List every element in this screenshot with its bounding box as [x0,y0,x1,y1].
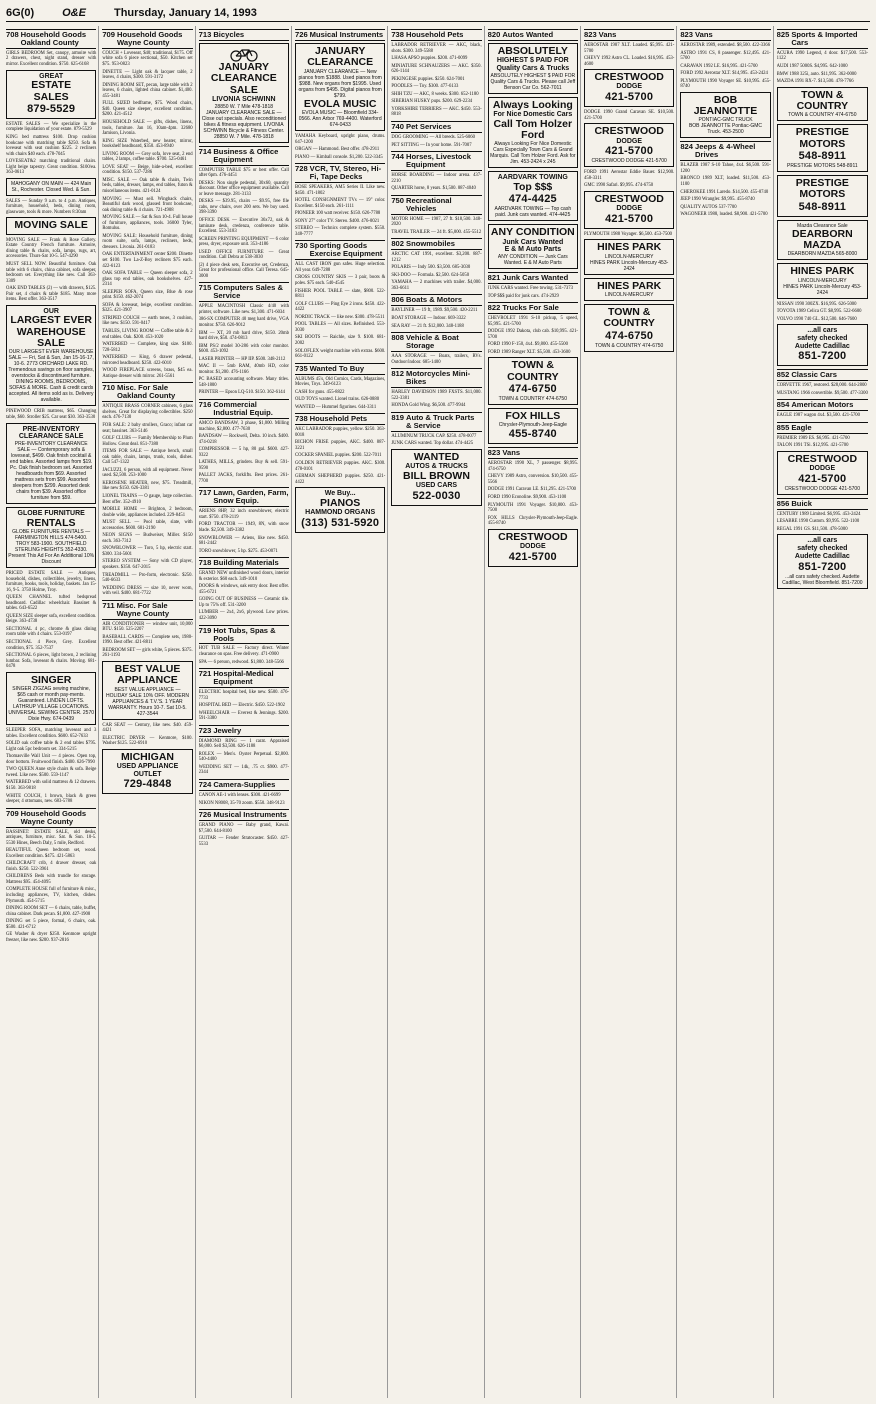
classified-ad: ALUMINUM TRUCK CAP. $250. 478-0077 [391,433,477,439]
classified-ad: FORD TRACTOR — 1949, 8N, with snow blade. $2,500. 349-3382 [198,522,289,533]
classified-ad: Thomasville Wall Unit — 4 pieces. Open top, door bottom. Fruitwood finish. $400. 626-7990 [6,754,97,765]
classified-ad: GIRLS BEDROOM Set, canopy, armoire with 2 drawers, chest, night stand, dresser with mirror. Excellent condition. $750. 625-6168 [6,50,97,68]
classified-ad: TWO QUEEN Anne style chairs & sofa. Beige tweed. Like new. $500. 559-1147 [6,767,97,778]
issue-date: Thursday, January 14, 1993 [113,6,257,19]
classified-ad: KING SIZE Waterbed, new heater, mirror, bookshelf headboard, $350. 453-8940 [102,138,193,150]
classified-ad: FORD 1991 Aerostar Eddie Bauer. $12,900. 458-3311 [584,170,675,181]
classified-ad: AAA STORAGE — Boats, trailers, RVs. Outdoor/indoor. 685-1400 [391,354,482,365]
classified-ad: MOBILE HOME — Brighton, 2 bedroom, double wide, appliances included. 229-8451 [102,507,193,518]
classified-ad: BAYLINER — 19 ft, 1989. $9,500. 420-2211 [391,308,478,314]
classified-ad: ELECTRIC DRYER — Kenmore, $100. Washer $125. 522-6910 [102,735,193,747]
classified-ad: HARLEY DAVIDSON 1989 FXSTS. $11,000. 522-3381 [391,390,482,401]
classified-ad: MOVING SALE — Sat & Sun 10-4. Full house of furniture, appliances, tools. 36000 Tyler, Romulus. [102,215,193,232]
classified-ad: AEROSTAR 1989, extended. $8,500. 422-3366 [680,42,771,48]
classified-ad: SNOWBLOWER — Toro, 5 hp, electric start. $300. 334-5601 [102,546,193,557]
classified-ad: CHEVY 1989 Astro, conversion. $10,500. 455-5566 [487,474,578,485]
classified-ad: STEREO — Technics complete system. $550. 348-7777 [295,226,386,237]
classified-ad: WHITE COUCH, 1 brown, black & green sleeper, 4 ottomans, new. 683-5788 [6,793,97,805]
classified-ad: SPA — 6 person, redwood. $1,800. 348-5566 [198,659,284,665]
classified-ad: BOAT STORAGE — Indoor. 669-3322 [391,315,466,321]
best-value-display-ad: BEST VALUE APPLIANCE BEST VALUE APPLIANCE — HOLIDAY SALE 10% OFF. MODERN APPLIANCES & T.V.'S. 1 YEAR WARRANTY. Hours 10-7. Sat 10-5. 427-3544 [102,661,192,720]
classified-ad: OAK SOFA TABLE — Queen sleeper sofa, 2 glass top end tables, oak bookshelves. 427-2314 [102,271,193,288]
section-header: 806 Boats & Motors [391,294,481,306]
classified-ad: WANTED — Hummel figurines. 644-3311 [295,404,377,410]
section-header: 709 Household Goods Wayne County [102,29,192,49]
classified-ad: ELECTRIC hospital bed, like new. $500. 476-7733 [198,690,289,701]
section-header: 854 American Motors [777,399,868,411]
classified-ad: CORVETTE 1967, restored. $28,000. 644-2800 [776,383,867,389]
classified-ad: AKC LABRADOR puppies, yellow. $250. 363-0018 [295,427,386,438]
classified-ad: COMPUTER TABLE $75 or best offer. Call after 6pm. 476-4451 [198,167,289,179]
classified-ad: PINEWOOD CRIB mattress, $65. Changing table, $60. Stroller $25. Car seat $30. 363-3530 [6,409,97,421]
classified-ad: HOUSEHOLD SALE — gifts, dishes, linens, tools, furniture. Jan 16, 10am-4pm. 32680 Jamison, Livonia. [102,119,193,137]
page-number: 6G(0) [6,6,35,19]
classified-ad: GUITAR — Fender Stratocaster. $450. 427-5533 [198,836,289,847]
crestwood-dodge-display-ad: CRESTWOOD DODGE 421-5700 CRESTWOOD DODGE 421-5700 [584,123,674,167]
section-header: 735 Wanted To Buy [295,363,385,375]
classified-ad: MISC. SALE — Oak table & chairs, Twin beds, tables, dresser, lamps, end tables, futon & miscellaneous items. 421-0124 [102,177,193,194]
crestwood-dodge-display-ad: CRESTWOOD DODGE 421-5700 CRESTWOOD DODGE 421-5700 [777,451,868,495]
section-header: 821 Junk Cars Wanted [488,272,578,284]
dearborn-mazda-display-ad: Mazda Clearance Sale DEARBORN MAZDA DEARBORN MAZDA 565-8000 [777,220,868,261]
classified-ad: PRINTER — Epson LQ-510. $150. 362-6144 [198,390,285,396]
classified-ad: ALBUMS 45's, Old Comics, Cards, Magazines, Movies, Toys. 349-6123 [295,376,386,388]
classified-ad: SIBERIAN HUSKY pups. $200. 629-2234 [391,99,473,105]
classified-ad: LIVING ROOM — Grey sofa, love seat, 2 end tables, 2 lamps, coffee table. $700. 525-0461 [102,151,193,163]
classified-ad: IBM — XT, 20 mb hard drive, $150. 20mb hard drive, $50. 474-0813 [198,330,289,342]
classified-ad: REGAL 1991 GS. $11,500. 478-5000 [776,526,848,532]
classified-ad: BANDSAW — Rockwell, Delta. 10 inch. $400. 474-0218 [198,434,289,445]
classified-ad: MUSTANG 1966 convertible. $9,500. 477-3300 [776,390,868,396]
classified-ad: HOSPITAL BED — Electric. $450. 522-1902 [198,703,285,709]
classified-ad: SONY 27" color TV. Stereo. $400. 476-0021 [295,218,380,224]
classified-ad: SLEEPER SOFA, Queen size, Blue & rose print. $150. 462-2074 [102,289,193,301]
classified-ad: PEKINGESE puppies. $250. 624-7001 [391,76,465,82]
classified-ad: GERMAN SHEPHERD puppies. $250. 421-4422 [295,474,386,485]
classified-ad: HOT TUB SALE — Factory direct. Winter clearance on spas. Free delivery. 471-0900 [198,646,289,658]
classified-ad: AEROSTAR 1987 XLT. Loaded. $5,995. 421-5700 [584,42,675,54]
classified-ad: QUALITY AUTOS 537-7700 [680,204,737,210]
classified-ad: OLD TOYS wanted. Lionel trains. 626-0880 [295,397,380,403]
classified-ad: FOR SALE: 2 baby strollers, Graco; infant car seat; bassinet. 363-5146 [102,422,193,434]
hines-park-display-ad: HINES PARK LINCOLN-MERCURY HINES PARK Lincoln-Mercury 453-2424 [584,239,674,274]
classified-ad: KEROSENE HEATER, new, $75. Treadmill, like new $150. 626-3381 [102,480,193,492]
classified-ad: BEAUTIFUL Queen bedroom set, wood. Excellent condition. $475. 421-5863 [6,848,97,859]
classified-ad: ARIENS 8HP, 32 inch snowblower, electric start. $750. 478-2119 [198,509,289,520]
classified-ad: WHEELCHAIR — Everest & Jennings. $200. 591-3380 [198,710,289,722]
bicycle-clearance-display-ad: JANUARY CLEARANCE SALE LIVONIA SCHWINN 28850 W. 7 Mile 478-1818 JANUARY CLEARANCE SALE — Close out specials. Also reconditioned bikes & fitness equipment. LIVONIA SCHWINN Bicycle & Fitness Center. 28850 W. 7 Mile. 478-1818 [199,43,289,143]
classified-ad: GRAND PIANO — Baby grand, Kawai. $7,500. 644-8100 [198,823,289,834]
prestige-motors-display-ad: PRESTIGE MOTORS 548-8911 PRESTIGE MOTORS 548-8911 [777,124,868,172]
classified-ad: OAK ENTERTAINMENT center $200. Dinette set $100. Two La-Z-Boy recliners $75 each. 422-6123 [102,252,193,269]
section-header: 728 VCR, TV, Stereo, Hi-Fi, Tape Decks [295,163,385,183]
classified-ad: AIR CONDITIONER — window unit, 10,000 BTU. $150. 525-2207 [102,621,193,633]
section-header: 750 Recreational Vehicles [391,195,481,215]
classified-ad: SKI BOOTS — Raichle, size 9. $100. 681-2002 [295,335,386,346]
classified-ad: CHEVROLET 1991 S-10 pickup, 5 speed, $5,995. 421-5700 [487,316,578,327]
classified-ad: CENTURY 1989 Limited. $6,995. 453-2424 [776,511,861,517]
classified-ad: DINING ROOM SET, pecan, large table with 2 leaves, 6 chairs, lighted china cabinet. $1,400. 455-3481 [102,82,193,99]
section-header: 825 Sports & Imported Cars [777,29,868,49]
classified-ad: GOLF CLUBS — Family Membership to Plum Hollow. Great deal. 851-7380 [102,436,193,447]
classified-ad: JUNK CARS wanted. Top dollar. 474-4425 [391,441,474,447]
classified-ad: IBM PS/2 model 30-286 with color monitor. $600. 453-1092 [198,343,289,355]
classified-ad: QUEEN CHANNEL tufted bedspread headboard. Cadillac wheelchair. Bassinet & tables. 643-6522 [6,595,97,612]
section-header: 823 Vans [680,29,770,41]
classified-ad: YAMAHA Keyboard, upright piano, drums. 647-1200 [295,133,386,145]
classified-ad: DODGE 1991 Caravan LE. $11,295. 421-5700 [487,487,577,493]
classified-ad: (2) 4 piece desk sets, Executive set, Credenza, Great for professional office. Call Teresa. 645-3000 [198,262,289,279]
section-header: 823 Vans [488,447,578,459]
classified-ad: CHILDCRAFT crib, 4 drawer dresser, oak finish. $250. 522-3961 [6,861,97,872]
classified-ad: LOVE SEAT — Beige, hide-a-bed, excellent condition. $150. 537-7286 [102,164,193,176]
classified-ad: MOVING SALE — Frank & Rose Gallery. Estate Country French furniture. Armoire, dining table & chairs, sofa, lamps, rugs, art, accessories. Thurs-Sat 10-5. 547-4290 [6,237,97,260]
audette-cadillac-display-ad: ...all cars safety checked Audette Cadillac 851-7200 [777,324,868,366]
classified-ad: WEDDING DRESS — size 10, never worn, with veil. $400. 681-7722 [102,585,193,597]
classified-ad: OAK END TABLES (2) — with drawers, $125. Pair set, 4 chairs & table $185. Many more items. Best offer. 363-3517 [6,286,97,303]
classified-ad: GRAND NEW unfinished wood doors, interior & exterior. $60 each. 349-1010 [198,571,289,582]
section-header: 711 Misc. For Sale Wayne County [102,600,192,620]
classified-ad: TALON 1991 TSi. $12,995. 421-5700 [776,443,849,449]
classified-ad: GMC 1990 Safari. $9,995. 474-6750 [584,183,654,189]
classified-ad: SECTIONAL 4 pc, chrome & glass dining room table with 4 chairs. 553-0197 [6,626,97,638]
classified-ad: QUEEN SIZE sleeper sofa, excellent condition. Beige. 363-4738 [6,613,97,625]
classified-ad: WATERBED — Complete, king size. $100. 728-5812 [102,342,193,353]
classified-ad: MAZDA 1991 RX-7. $13,500. 478-7766 [776,79,854,85]
classified-ad: POOL TABLES — All sizes. Refinished. 553-3030 [295,322,386,333]
classified-ad: PET SITTING — In your home. 591-7007 [391,142,472,148]
classified-ad: WATERBED — King, 6 drawer pedestal, mirrored headboard. $250. 422-6010 [102,355,193,366]
classified-ad: WATERBED with solid mattress & 12 drawers. $150. 363-9818 [6,780,97,791]
classified-ad: GE Washer & dryer $250. Kenmore upright freezer, like new. $200. 937-2816 [6,932,97,943]
classified-ad: FOX HILLS Chrysler-Plymouth-Jeep-Eagle. 455-8740 [487,515,578,527]
classified-ad: LIONEL TRAINS — O gauge, large collection. Best offer. 352-4910 [102,493,193,505]
section-header: 717 Lawn, Garden, Farm, Snow Equip. [198,488,289,506]
classified-ad: BOSE SPEAKERS, AM5 Series II. Like new. $450. 471-1802 [295,185,386,196]
classified-ad: PIONEER 100 watt receiver. $150. 626-7788 [295,211,381,217]
classified-ad: QUARTER horse, 8 years. $1,500. 887-4040 [391,186,476,192]
section-header: 730 Sporting Goods Exercise Equipment [295,240,385,260]
classified-ad: WOOD FIREPLACE screens, brass, $45 ea. Antique dresser with mirror. 261-5561 [102,368,193,379]
classified-ad: POLARIS — Indy 500. $3,500. 685-3030 [391,265,471,271]
page-masthead [6,4,870,22]
classified-ad: NEON SIGNS — Budweiser, Miller. $150 each. 363-7312 [102,533,193,544]
classified-ad: TORO snowblower, 5 hp. $275. 453-0071 [198,548,278,554]
classified-ad: ROLEX — Men's. Oyster Perpetual. $2,800. 540-4400 [198,751,289,763]
classified-ad: FORD 1990 Econoline. $9,900. 453-1100 [487,494,567,500]
crestwood-dodge-display-ad: CRESTWOOD DODGE 421-5700 [584,69,674,107]
classified-ad: AMCO BANDSAW, 3 phase, $1,000. Milling machine, $2,800. 477-7630 [198,420,289,432]
classified-ad: DESKS — $39.95, chairs — $9.95, free file cabs, new chairs, over 200 sets. We buy used. 398-3390 [198,199,289,216]
section-header: 709 Household Goods Wayne County [6,808,96,828]
classified-ad: BRONCO 1989 XLT, loaded. $11,500. 453-1100 [680,176,771,188]
classified-ad: MINIATURE SCHNAUZERS — AKC. $350. 626-1144 [391,63,482,75]
classified-ad: DOORS & windows, oak entry door. Best offer. 455-6721 [198,584,289,595]
section-header: 802 Snowmobiles [391,238,481,250]
column-4 [295,26,388,1398]
classified-ad: DODGE 1992 Dakota, club cab. $10,995. 421-5700 [487,329,578,340]
classified-ad: SCREEN PRINTING EQUIPMENT — 6 color press, dryer, exposure unit. 353-4186 [198,236,289,248]
section-header: 719 Hot Tubs, Spas & Pools [199,625,289,645]
classified-ad: FISHER POOL TABLE — slate, $800. 522-8811 [295,288,386,300]
classified-ad: BLAZER 1987 S-10 Tahoe, 4x4. $6,500. 591-1200 [680,163,771,174]
town-country-display-ad: TOWN & COUNTRY 474-6750 TOWN & COUNTRY 474-6750 [584,304,674,352]
classified-ad: SNOWBLOWER — Ariens, like new. $450. 681-2442 [198,535,289,547]
classified-ad: TRAVEL TRAILER — 24 ft. $5,000. 455-5512 [391,229,482,235]
classified-ad: PALLET JACKS, forklifts. Best prices. 261-7700 [198,473,289,484]
classified-ad: SECTIONAL 6 pieces, light brown, 2 reclining lumbar. Sofa, loveseat & chairs. Moving. 681-0478 [6,653,97,670]
bicycle-icon [229,46,259,62]
classified-ad: CHILDRENS Beds with trundle for storage. Mattress $95. 454-4095 [6,874,97,885]
classified-ad: ORGAN — Hammond. Best offer. 478-2911 [295,147,380,153]
classified-ad: YAMAHA — 2 machines with trailer. $4,000. 363-6611 [391,280,482,291]
classified-ad: SALES — Sunday 9 a.m. to 4 p.m. Antiques, furniture, household, beds, dining room, glassware, tools & more. Numbers 8:30am [6,198,97,215]
classified-ad: LOVESEAT&2 matching traditional chairs. Light beige tapestry. Great condition. $100/ea. 363-0613 [6,159,97,176]
absolutely-display-ad: ABSOLUTELY HIGHEST $ PAID FOR Quality Cars & Trucks ABSOLUTELY HIGHEST $ PAID FOR Quality Cars & Trucks. Please call Jeff Benson Car Co. 562-7011 [488,43,578,94]
section-header: 726 Musical Instruments [295,29,385,41]
section-header: 824 Jeeps & 4-Wheel Drives [680,141,770,161]
section-header: 819 Auto & Truck Parts & Service [391,412,481,432]
section-header: 708 Household Goods Oakland County [6,29,96,49]
michigan-appliance-display-ad: MICHIGAN USED APPLIANCE OUTLET 729-4848 [102,749,192,795]
section-header: 726 Musical Instruments [199,809,289,821]
classified-ad: PREMIER 1989 ES. $6,995. 421-5700 [776,435,850,441]
classified-ad: ASTRO 1991 CS, 8 passenger. $12,495. 421-5700 [680,50,771,62]
classified-ad: DINETTE — Light oak & lacquer table, 2 leaves, 4 chairs, $300. 591-3172 [102,69,193,81]
any-condition-display-ad: ANY CONDITION Junk Cars Wanted E & M Auto Parts ANY CONDITION — Junk Cars Wanted. E & M Auto Parts [488,224,578,269]
classified-ad: LESABRE 1990 Custom. $9,995. 522-1100 [776,519,860,525]
classified-ad: JUNK CARS wanted. Free towing. 531-7373 [487,286,573,291]
classified-ad: NORDIC TRACK — like new. $300. 478-5511 [295,314,385,320]
classified-ad: COMPLETE HOUSE full of furniture & misc., including appliances, TV, kitchen, dishes. Plymouth. 454-5715 [6,887,97,904]
estate-sales-display-ad: GREAT ESTATE SALES 879-5529 [6,70,96,119]
globe-furniture-display-ad: GLOBE FURNITURE RENTALS GLOBE FURNITURE RENTALS — FARMINGTON HILLS 474-5400. TROY 583-1900. SOUTHFIELD STERLING HEIGHTS 352-4330. Present This Ad For An Additional 10% Discount [6,507,96,568]
classified-ad: MOVING — Must sell. Wingback chairs, Beautiful dark wood, glassed front bookcase, oak dining table & 4 chairs. 721-4908 [102,196,193,213]
classified-ad: STEREO SYSTEM — Sony with CD player, speakers. $350. 647-2015 [102,559,193,570]
classified-ad: LHASA APSO puppies. $200. 471-0099 [391,56,468,62]
classified-ad: AEROSTAR 1990 XL, 7 passenger. $8,995. 474-6750 [487,461,578,472]
classified-ad: DIAMOND RING — 1 carat. Appraised $6,000. Sell $3,500. 626-1188 [198,738,289,750]
aardvark-display-ad: AARDVARK TOWING Top $$$ 474-4425 AARDVARK TOWING — Top cash paid. Junk cars wanted. 474-4425 [488,171,578,221]
moving-sale-display-ad: MOVING SALE [6,217,96,234]
classified-ad: DINING set 5 piece, formal, 6 chairs, oak. $500. 421-6712 [6,919,97,930]
classified-ad: ALL CAST IRON gun safes. Huge selection. All year. 649-7288 [295,262,386,273]
classified-ad: SOLID oak coffee table & 2 end tables $795. Light oak 5pc bedroom set. 334-5215 [6,741,97,752]
classified-ad: CAR SEAT — Century, like new. $40. 459-4421 [102,722,193,734]
classified-ad: GOLF CLUBS — Ping Eye 2 irons. $450. 422-4422 [295,301,386,313]
classified-ad: GOLDEN RETRIEVER puppies. AKC. $300. 478-0101 [295,461,386,472]
classified-ad: MOVING SALE: Household furniture, dining room suite, sofa, lamps, recliners, beds, dressers. Livonia. 261-0183 [102,233,193,250]
classified-ad: FULL SIZED bedframe, $75. Wood chairs, $40. Queen size sleeper, excellent condition. $200. 421-4512 [102,101,193,118]
section-header: 724 Camera-Supplies [199,779,289,791]
section-header: 715 Computers Sales & Service [199,282,289,302]
classified-ad: STRIPED COUCH — earth tones, 3 cushion, like new. $150. 591-0417 [102,315,193,327]
classified-ad: TREADMILL — Pro-form, electronic. $250. 540-6633 [102,572,193,584]
prestige-motors-display-ad: PRESTIGE MOTORS 548-8911 [777,175,868,217]
classified-ad: TOYOTA 1989 Celica GT. $8,995. 522-6600 [776,309,862,315]
classified-ad: BASSINET: ESTATE SALE, old desks, antiques, furniture, misc. Sat. & Sun. 10-5. 5530 Hines, Beech Daly, 5 mile, Redford. [6,829,97,846]
classified-ad: PC BASED accounting software. Many titles. 548-1800 [198,377,289,388]
classified-ad: WEDDING SET — 14k, .75 ct. $900. 477-2344 [198,764,289,776]
classified-ad: SOLOFLEX weight machine with extras. $600. 661-0122 [295,348,386,360]
classified-ad: GOING OUT OF BUSINESS — Ceramic tile. Up to 75% off. 531-3200 [198,597,289,608]
column-2 [102,26,195,1398]
classified-ad: FORD 1992 Aerostar XLT. $14,995. 453-2424 [680,71,768,77]
classified-ad: OFFICE DESK — Executive 36x72, oak & laminate desk, credenza, conference table. Excellent. 553-3183 [198,217,289,235]
classified-ad: CHEROKEE 1991 Laredo. $14,500. 455-8740 [680,189,769,195]
column-1 [6,26,99,1398]
classified-ad: COUCH + Loveseat, $40; traditional, $175. Off white sofa 6 piece sectional, $50. Kitchen set $75. 953-0823 [102,50,193,68]
classified-ad: BICHON FRISE puppies, AKC. $400. 887-3221 [295,440,386,451]
section-header: 822 Trucks For Sale [488,302,578,314]
section-header: 738 Household Pets [295,413,385,425]
bob-jeannotte-display-ad: BOB JEANNOTTE PONTIAC-GMC TRUCK BOB JEANNOTTE Pontiac-GMC Truck. 453-2500 [680,92,770,139]
classified-ad: POODLES — Toy. $300. 477-6133 [391,84,459,90]
classified-ad: USED OFFICE FURNITURE — Great condition. Call Debra at 538-3030 [198,249,289,261]
classified-ad: NISSAN 1990 300ZX. $16,995. 626-5000 [776,301,857,307]
classified-ad: PRICED ESTATE SALE — Antiques, household, dishes, collectibles, jewelry, linens, furniture, books, tools, holiday, baskets. Jan 15-16, 9-5. 3750 Holme, Troy. [6,570,97,593]
classified-ad: JACUZZI, 6 person, with all equipment. Never used. $2,500. 253-1000 [102,467,193,479]
classified-ad: SKI-DOO — Formula. $2,500. 624-5050 [391,272,470,278]
classified-ad: DOG GROOMING — All breeds. 525-6060 [391,134,475,140]
classified-ad: APPLE MACINTOSH Classic 4/40 with printer, software. Like new. $1,300. 471-6034 [198,304,289,315]
classified-ad: FORD 1990 F-150, 4x4. $9,800. 455-5500 [487,342,568,348]
classified-ad: SOFA & loveseat, beige, excellent condition. $325. 421-3907 [102,302,193,314]
section-header: 852 Classic Cars [777,369,868,381]
classified-ad: TOP $$$ paid for junk cars. 474-2929 [487,293,559,299]
classified-ad: COMPRESSOR — 5 hp, 80 gal. $600. 427-9322 [198,447,289,458]
section-header: 856 Buick [777,498,868,510]
section-header: 713 Bicycles [199,29,289,41]
classified-ad: MAC II — 5mb RAM, 40mb HD, color monitor. $1,200. 476-1166 [198,364,289,375]
classified-ad: COCKER SPANIEL puppies. $200. 522-7011 [295,453,382,459]
section-header: 808 Vehicle & Boat Storage [391,332,481,352]
column-3 [199,26,292,1398]
section-header: 744 Horses, Livestock Equipment [391,151,481,171]
classified-ad: LUMBER — 2x4, 2x6, plywood. Low prices. 422-3090 [198,610,289,621]
hines-park-display-ad: HINES PARK LINCOLN-MERCURY HINES PARK Lincoln-Mercury 453-2424 [777,263,868,298]
classified-ad: ITEMS FOR SALE — Antique bench, small oak table, chairs, lamps, trunk, tools, dishes. Call 547-1322 [102,449,193,466]
classified-ad: PLYMOUTH 1990 Voyager SE. $10,995. 455-8740 [680,78,771,90]
classified-ad: MOTOR HOME — 1987, 27 ft. $18,500. 348-2020 [391,216,482,228]
always-looking-display-ad: Always Looking For Nice Domestic Cars Call Tom Holzer Ford Always Looking For Nice Domestic Cars Especially Town Cars & Grand Marquis. Call Tom Holzer Ford. Ask for Jim. 453-2424 x 245 [488,97,578,169]
crestwood-dodge-display-ad: CRESTWOOD DODGE 421-5700 [488,529,578,567]
section-header: 740 Pet Services [391,121,481,133]
crestwood-dodge-display-ad: CRESTWOOD DODGE 421-5700 [584,191,674,229]
classified-ad: BEDROOM SET — girls white, 5 pieces. $375. 261-1193 [102,647,193,659]
classified-ad: PLYMOUTH 1991 Voyager. $10,800. 453-7500 [487,502,578,514]
section-header: 714 Business & Office Equipment [199,146,289,166]
audette-cadillac-display-ad: ...all cars safety checked Audette Cadillac 851-7200 ...all cars safety checked. Audette Cadillac, West Bloomfield. 851-7200 [777,534,868,588]
classified-ad: HOTEL CONSIGNMENT TVs — 19" color. Excellent. $150 each. 261-1111 [295,198,386,209]
classified-ad: LASER PRINTER — HP IIP. $500. 348-2112 [198,356,286,362]
classified-ad: ACURA 1990 Legend, 4 door. $17,500. 553-1122 [776,50,868,62]
mahogany-display-ad: MAHOGANY ON MAIN — 424 Main St., Rochester. Closed Wed. & Sun. [6,178,96,196]
classified-ad: LABRADOR RETRIEVER — AKC, black, shots. $300. 349-5588 [391,42,482,54]
section-header: 738 Household Pets [391,29,481,41]
column-8 [680,26,773,1398]
classified-ad: CHEVY 1992 Astro CL. Loaded. $16,995. 453-4600 [584,56,675,67]
classified-ad: MUST SELL — Pool table, slate, with accessories. $600. 681-2190 [102,520,193,531]
classified-ad: 386-SX COMPUTER 40 meg hard drive, VGA monitor. $750. 626-9012 [198,317,289,328]
evola-music-display-ad: JANUARY CLEARANCE JANUARY CLEARANCE — New pianos from $1888. Used pianos from $988. New organs from $1995. Used organs from $495. Digital pianos from $799. EVOLA MUSIC EVOLA MUSIC — Bloomfield 334-0566. Ann Arbor 769-4400. Waterford 674-0433 [295,43,385,131]
classified-ad: WAGONEER 1988, loaded. $8,900. 421-5700 [680,212,768,218]
classified-ad: CARAVAN 1992 LE. $16,995. 421-5700 [680,63,758,69]
section-header: 716 Commercial Industrial Equip. [199,399,289,419]
classified-ad: BMW 1988 325i, auto. $11,995. 362-0000 [776,71,857,77]
classified-ad: EAGLE 1987 wagon 4x4. $3,500. 421-5700 [776,413,860,419]
section-header: 855 Eagle [777,422,868,434]
section-header: 718 Building Materials [199,557,289,569]
section-header: 710 Misc. For Sale Oakland County [102,382,192,402]
pre-inventory-display-ad: PRE-INVENTORY CLEARANCE SALE PRE-INVENTORY CLEARANCE SALE — Contemporary sofa & loveseat, $499. Oak finish cocktail & end tables. Assorted lamps from $19. Pc. Oak finish bedroom set. Assorted headboards from $69. Assorted mattress sets from $99. Assorted sleepers from $299. Assorted desk chairs from $39. Assorted office furniture from $59. [6,423,96,504]
classified-ad: TABLES, LIVING ROOM — Coffee table & 2 end tables. Oak. $200. 453-1020 [102,329,193,340]
column-6 [488,26,581,1398]
town-country-display-ad: TOWN & COUNTRY 474-6750 TOWN & COUNTRY 474-6750 [488,357,578,405]
classified-ad: AUDI 1987 5000S. $4,995. 642-1000 [776,64,848,70]
classified-ad: KING bed mattress $100. Drop cushion bookcase with matching table $250. Sofa & loveseat with seat cushion $225. 2 recliners with chairs $40 each. 478-7045 [6,134,97,157]
classified-ad: VOLVO 1990 740 GL. $12,500. 646-7600 [776,316,857,322]
paper-name: O&E [62,6,86,19]
classified-ad: PLYMOUTH 1988 Voyager. $6,500. 453-7500 [584,231,673,237]
section-header: 721 Hospital-Medical Equipment [199,668,289,688]
classified-ad: LATHES, MILLS, grinders. Buy & sell. 591-9590 [198,460,289,471]
section-header: 723 Jewelry [199,725,289,737]
classified-ad: SHIH TZU — AKC, 8 weeks. $300. 652-1180 [391,91,479,97]
town-country-display-ad: TOWN & COUNTRY TOWN & COUNTRY 474-6750 [777,87,868,122]
classified-ad: JEEP 1990 Wrangler. $9,995. 455-8740 [680,197,755,203]
we-buy-pianos-display-ad: We Buy... PIANOS HAMMOND ORGANS (313) 531-5920 [295,487,385,533]
classified-ad: DINING ROOM SET — 6 chairs, table, buffet, china cabinet. Dark pecan. $1,000. 427-1908 [6,906,97,917]
warehouse-sale-display-ad: OUR LARGEST EVER WAREHOUSE SALE OUR LARGEST EVER WAREHOUSE SALE — Fri, Sat & Sun, Jan 15-16-17, 10-6. 2773 ORCHARD LAKE RD. Tremendous savings on floor samples, overstocks & discontinued furniture. DINING ROOMS, BEDROOMS, SOFAS & MORE. Cash & credit cards accepted. All items sold as is. Delivery available. [6,305,96,407]
classified-ad: CROSS COUNTRY SKIS — 3 pair, boots & poles. $75 each. 540-4545 [295,275,386,287]
classified-ad: CASH for guns. 455-8822 [295,389,345,395]
classified-ad: DODGE 1990 Grand Caravan SE. $10,500. 421-5700 [584,110,675,121]
classified-ad: MUST SELL NOW. Beautiful furniture. Oak table with 6 chairs, china cabinet, sofa sleeper, bedroom set. Everything like new. Call 363-3309 [6,261,97,284]
classified-ad: HONDA Gold Wing. $6,500. 477-9944 [391,403,466,409]
classified-ad: SECTIONAL 4 Piece, Grey. Excellent condition, $75. 352-7537 [6,639,97,651]
classified-ad: FORD 1989 Ranger XLT. $5,500. 453-3600 [487,349,571,355]
classified-ad: SLEEPER SOFA, matching loveseat and 3 tables. Excellent condition. $600. 652-7633 [6,728,97,739]
classified-ad: ARCTIC CAT 1991, excellent. $3,200. 887-1212 [391,252,482,263]
classified-ad: BASEBALL CARDS — Complete sets, 1980-1990. Best offer. 421-8811 [102,634,193,646]
classified-ad: PIANO — Kimball console. $1,200. 522-3345 [295,154,383,160]
hines-park-display-ad: HINES PARK LINCOLN-MERCURY [584,278,674,301]
column-7 [584,26,677,1398]
column-5 [391,26,484,1398]
section-header: 820 Autos Wanted [488,29,578,41]
bill-brown-display-ad: WANTED AUTOS & TRUCKS BILL BROWN USED CARS 522-0030 [391,449,481,506]
classified-ad: ESTATE SALES — We specialize in the complete liquidation of your estate. 879-5529 [6,121,97,133]
classified-ad: SEA RAY — 21 ft. $12,000. 348-1188 [391,323,464,329]
section-header: 823 Vans [584,29,674,41]
classified-ad: NIKON N8008, 35-70 zoom. $550. 348-9123 [198,800,285,806]
column-9 [777,26,870,1398]
classified-ad: HORSE BOARDING — Indoor arena. 437-2210 [391,172,482,184]
fox-hills-display-ad: FOX HILLS Chrysler-Plymouth-Jeep-Eagle 455-8740 [488,408,578,444]
classified-ad: YORKSHIRE TERRIERS — AKC. $450. 553-8818 [391,106,482,118]
section-header: 812 Motorcycles Mini-Bikes [391,368,481,388]
classified-ad: CANON AE-1 with lenses. $300. 421-6699 [198,793,281,798]
classified-ad: DESKS: Non single pedestal, 30x60, quantity discount. Other office equipment available. Call or leave message. 281-3133 [198,180,289,197]
classified-ad: ANTIQUE BRASS CORNER cabinets, 6 glass shelves. Great for displaying collectibles. $250 each. 476-7130 [102,404,193,421]
classified-grid [6,26,870,1398]
singer-display-ad: SINGER SINGER ZIGZAG sewing machine, $65 cash or month pay-ments. Guaranteed. LINDEN LOFTS. LATHRUP VILLAGE LOCATIONS. UNIVERSAL SEWING CENTER. 2570 Dixie Hwy. 674-0439 [6,672,96,725]
